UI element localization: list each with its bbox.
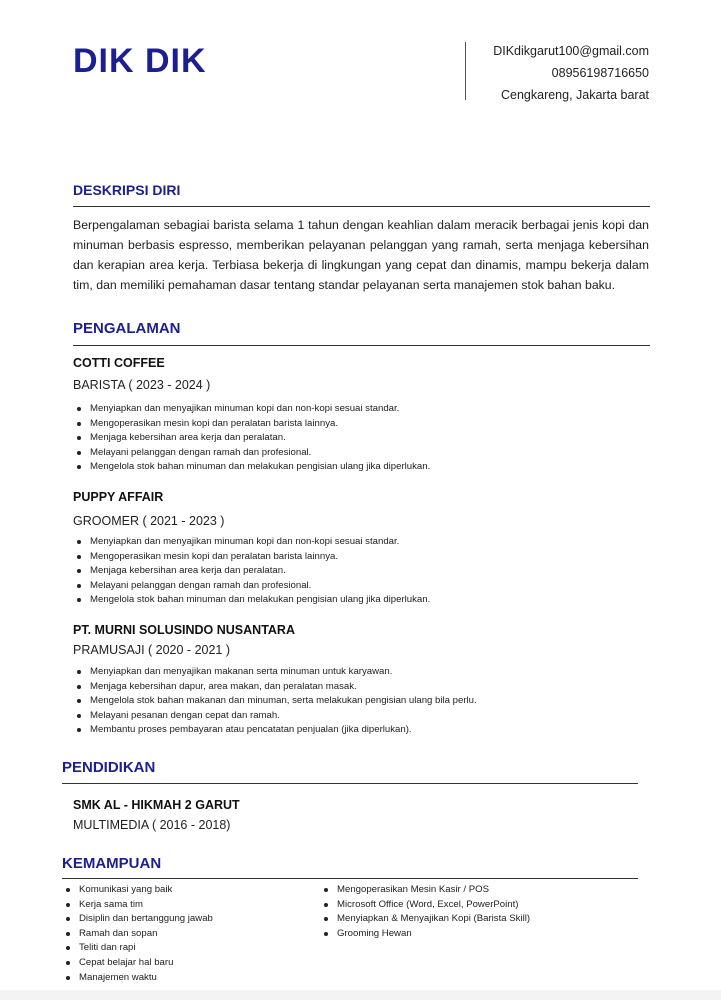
- list-item: Microsoft Office (Word, Excel, PowerPoint): [320, 898, 530, 913]
- profile-text: Berpengalaman sebagiai barista selama 1 tahun dengan keahlian dalam meracik berbagai jenis kopi dan minuman berbasis espresso, memberikan pelayanan pelanggan yang ramah, serta menjaga kebersihan dan kerapian area kerja. Terbiasa bekerja di lingkungan yang cepat dan dinamis, mampu bekerja dalam tim, dan memiliki pemahaman dasar tentang standar pelayanan serta manajemen stok bahan baku.: [73, 218, 649, 292]
- list-item: Disiplin dan bertanggung jawab: [62, 912, 213, 927]
- list-item: Mengelola stok bahan minuman dan melakukan pengisian ulang jika diperlukan.: [73, 593, 430, 608]
- section-title-experience: PENGALAMAN: [73, 320, 181, 337]
- list-item: Melayani pelanggan dengan ramah dan profesional.: [73, 579, 430, 594]
- job-company: PT. MURNI SOLUSINDO NUSANTARA: [73, 623, 295, 637]
- list-item: Ramah dan sopan: [62, 927, 213, 942]
- list-item: Menjaga kebersihan area kerja dan peralatan.: [73, 564, 430, 579]
- list-item: Mengelola stok bahan minuman dan melakukan pengisian ulang jika diperlukan.: [73, 460, 430, 475]
- list-item: Menyiapkan dan menyajikan makanan serta minuman untuk karyawan.: [73, 665, 477, 680]
- list-item: Manajemen waktu: [62, 971, 213, 986]
- section-title-skills: KEMAMPUAN: [62, 855, 162, 872]
- list-item: Menyiapkan dan menyajikan minuman kopi dan non-kopi sesuai standar.: [73, 402, 430, 417]
- list-item: Melayani pelanggan dengan ramah dan profesional.: [73, 446, 430, 461]
- list-item: Menyiapkan dan menyajikan minuman kopi dan non-kopi sesuai standar.: [73, 535, 430, 550]
- list-item: Komunikasi yang baik: [62, 883, 213, 898]
- list-item: Mengoperasikan mesin kopi dan peralatan barista lainnya.: [73, 417, 430, 432]
- section-divider: [62, 878, 638, 879]
- section-title-education: PENDIDIKAN: [62, 759, 156, 776]
- list-item: Menjaga kebersihan area kerja dan peralatan.: [73, 431, 430, 446]
- phone-text: 08956198716650: [551, 66, 649, 80]
- job-duties: [73, 535, 430, 608]
- school-name: SMK AL - HIKMAH 2 GARUT: [73, 798, 240, 812]
- list-item: Teliti dan rapi: [62, 941, 213, 956]
- list-item: Membantu proses pembayaran atau pencatatan penjualan (jika diperlukan).: [73, 723, 477, 738]
- email-text: DIKdikgarut100@gmail.com: [493, 44, 649, 58]
- section-divider: [62, 783, 638, 784]
- list-item: Melayani pesanan dengan cepat dan ramah.: [73, 709, 477, 724]
- job-duties: [73, 402, 430, 475]
- list-item: Grooming Hewan: [320, 927, 530, 942]
- job-company: PUPPY AFFAIR: [73, 490, 164, 504]
- skills-list-left: [62, 883, 213, 985]
- location-text: Cengkareng, Jakarta barat: [500, 88, 649, 102]
- contact-block: [493, 40, 649, 106]
- section-divider: [73, 206, 650, 207]
- header-divider: [465, 42, 466, 100]
- list-item: Cepat belajar hal baru: [62, 956, 213, 971]
- job-role: BARISTA ( 2023 - 2024 ): [73, 378, 211, 392]
- list-item: Mengoperasikan mesin kopi dan peralatan barista lainnya.: [73, 550, 430, 565]
- applicant-name: DIK DIK: [73, 42, 207, 80]
- list-item: Menyiapkan & Menyajikan Kopi (Barista Skill): [320, 912, 530, 927]
- job-duties: [73, 665, 477, 738]
- section-title-profile: DESKRIPSI DIRI: [73, 182, 181, 198]
- list-item: Kerja sama tim: [62, 898, 213, 913]
- list-item: Menjaga kebersihan dapur, area makan, dan peralatan masak.: [73, 680, 477, 695]
- list-item: Mengelola stok bahan makanan dan minuman, serta melakukan pengisian ulang bila perlu.: [73, 694, 477, 709]
- section-divider: [73, 345, 650, 346]
- job-role: GROOMER ( 2021 - 2023 ): [73, 514, 225, 528]
- list-item: Mengoperasikan Mesin Kasir / POS: [320, 883, 530, 898]
- job-role: PRAMUSAJI ( 2020 - 2021 ): [73, 643, 231, 657]
- job-company: COTTI COFFEE: [73, 356, 165, 370]
- school-major: MULTIMEDIA ( 2016 - 2018): [73, 818, 231, 832]
- skills-list-right: [320, 883, 530, 941]
